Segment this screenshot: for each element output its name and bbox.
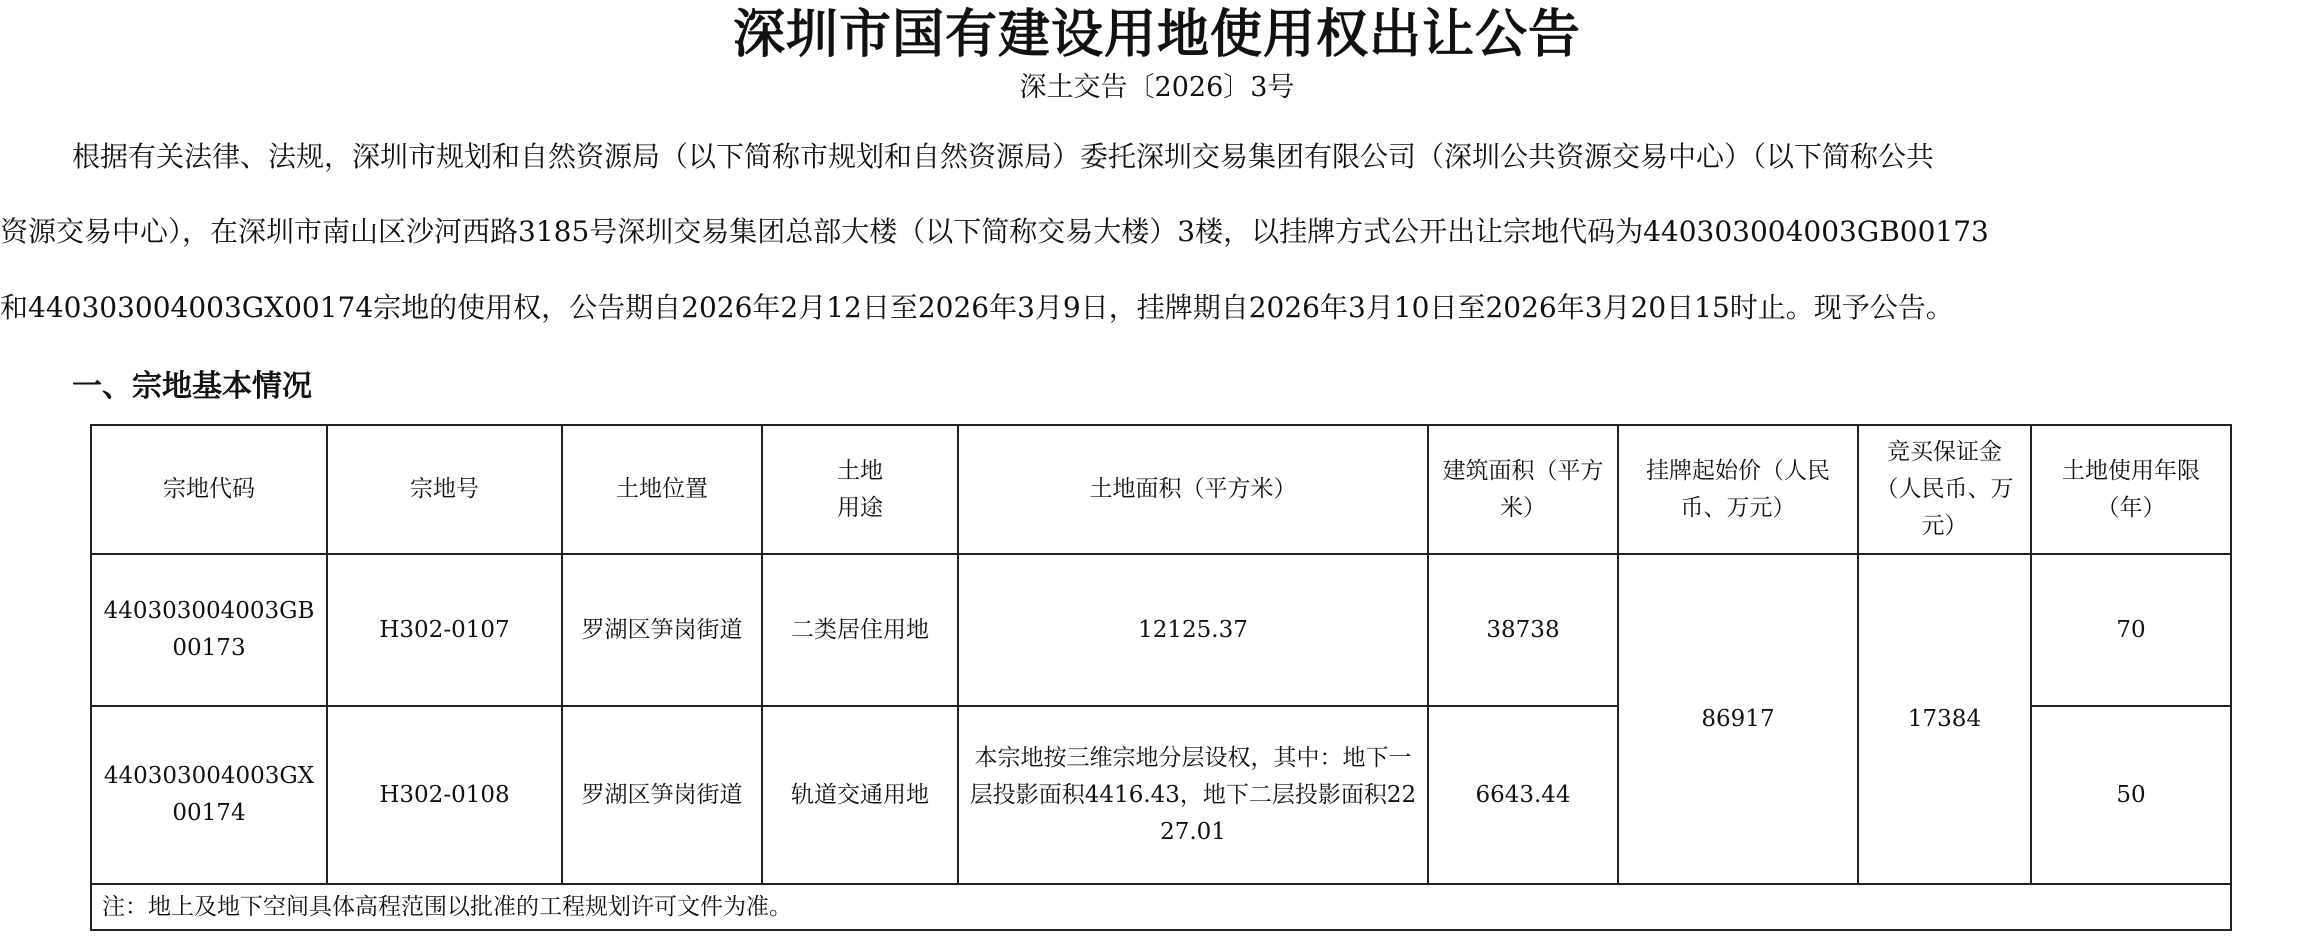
section-heading: 一、宗地基本情况 xyxy=(72,369,312,404)
header-land-use: 土地 用途 xyxy=(762,425,958,554)
cell-deposit: 17384 xyxy=(1858,554,2031,884)
cell-land-location: 罗湖区笋岗街道 xyxy=(562,706,762,884)
cell-parcel-number: H302-0107 xyxy=(327,554,562,706)
cell-land-location: 罗湖区笋岗街道 xyxy=(562,554,762,706)
header-land-location: 土地位置 xyxy=(562,425,762,554)
intro-line-2: 资源交易中心），在深圳市南山区沙河西路3185号深圳交易集团总部大楼（以下简称交易大楼）3楼，以挂牌方式公开出让宗地代码为440303004003GB00173 xyxy=(0,215,1989,248)
intro-line-3: 和440303004003GX00174宗地的使用权，公告期自2026年2月12日至2026年3月9日，挂牌期自2026年3月10日至2026年3月20日15时止。现予公告。 xyxy=(0,291,1954,324)
table-note: 注：地上及地下空间具体高程范围以批准的工程规划许可文件为准。 xyxy=(91,884,2231,930)
table-row xyxy=(91,554,2231,706)
cell-land-use-years: 70 xyxy=(2031,554,2231,706)
cell-floor-area: 38738 xyxy=(1428,554,1618,706)
header-deposit: 竞买保证金（人民币、万元） xyxy=(1858,425,2031,554)
page-title: 深圳市国有建设用地使用权出让公告 xyxy=(732,5,1581,65)
header-floor-area: 建筑面积（平方米） xyxy=(1428,425,1618,554)
header-parcel-code: 宗地代码 xyxy=(91,425,327,554)
header-land-use-years: 土地使用年限（年） xyxy=(2031,425,2231,554)
parcel-table xyxy=(90,424,2232,931)
cell-land-use-years: 50 xyxy=(2031,706,2231,884)
table-header-row xyxy=(91,425,2231,554)
cell-land-use: 轨道交通用地 xyxy=(762,706,958,884)
cell-land-use: 二类居住用地 xyxy=(762,554,958,706)
header-start-price: 挂牌起始价（人民币、万元） xyxy=(1618,425,1858,554)
cell-parcel-number: H302-0108 xyxy=(327,706,562,884)
cell-start-price: 86917 xyxy=(1618,554,1858,884)
cell-parcel-code: 440303004003GB00173 xyxy=(91,554,327,706)
header-land-area: 土地面积（平方米） xyxy=(958,425,1428,554)
cell-parcel-code: 440303004003GX00174 xyxy=(91,706,327,884)
cell-floor-area: 6643.44 xyxy=(1428,706,1618,884)
header-parcel-number: 宗地号 xyxy=(327,425,562,554)
cell-land-area: 12125.37 xyxy=(958,554,1428,706)
table-note-row xyxy=(91,884,2231,930)
intro-line-1: 根据有关法律、法规，深圳市规划和自然资源局（以下简称市规划和自然资源局）委托深圳交易集团有限公司（深圳公共资源交易中心）（以下简称公共 xyxy=(72,140,1935,173)
document-number: 深土交告〔2026〕3号 xyxy=(1019,72,1295,103)
cell-land-area: 本宗地按三维宗地分层设权，其中：地下一层投影面积4416.43，地下二层投影面积2227.01 xyxy=(958,706,1428,884)
